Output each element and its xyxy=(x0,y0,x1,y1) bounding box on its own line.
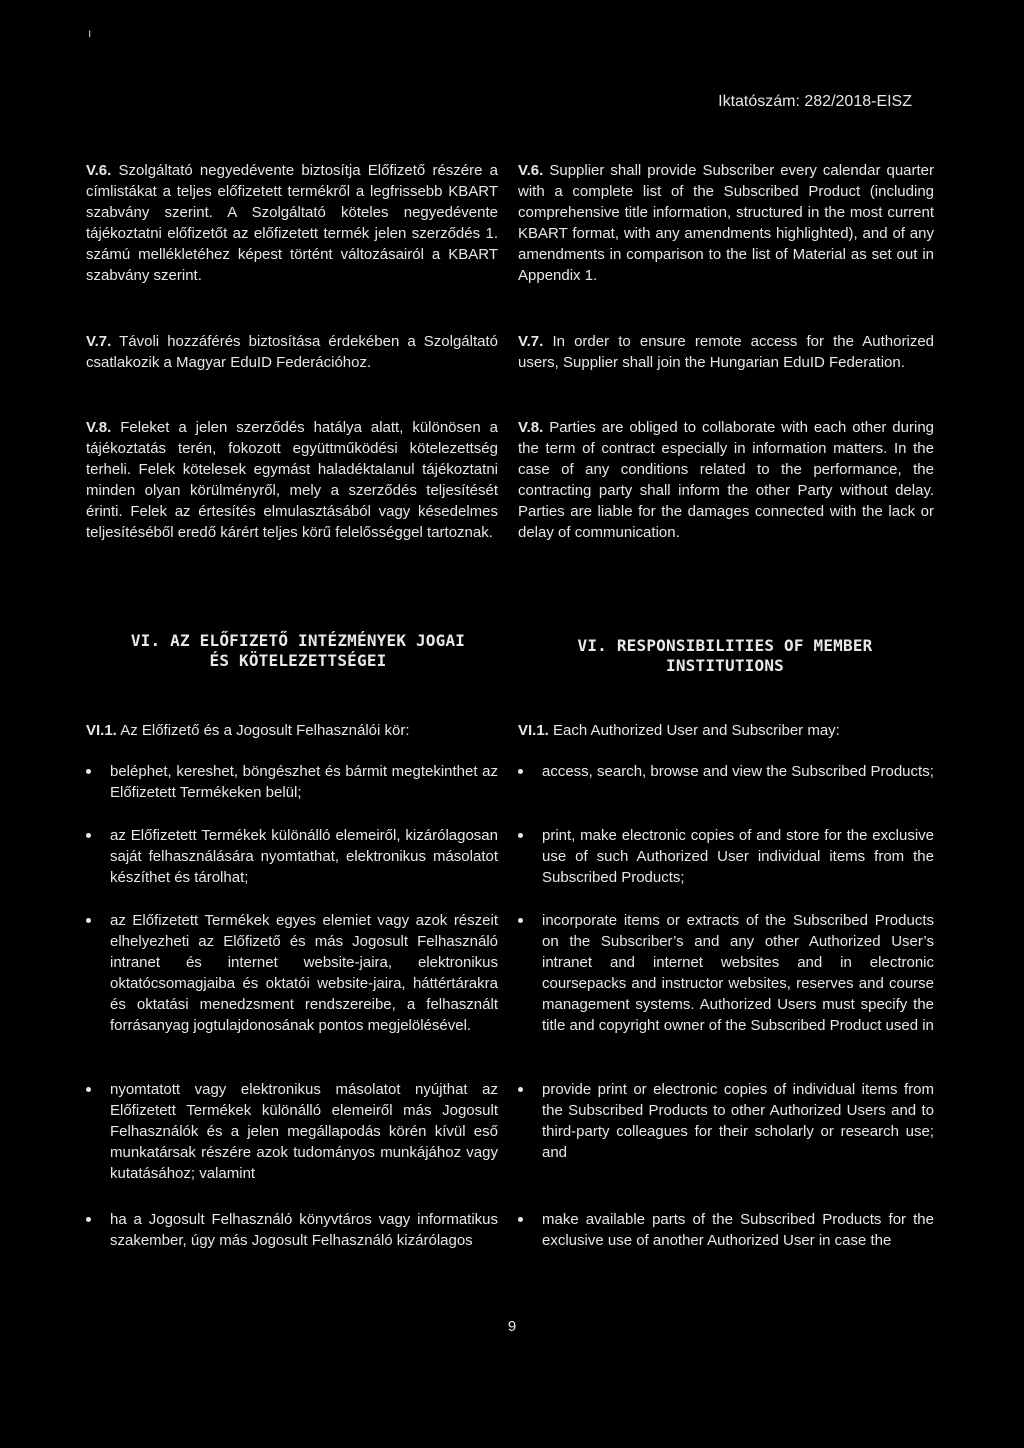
bullet-icon xyxy=(86,833,91,838)
document-reference-number: Iktatószám: 282/2018-EISZ xyxy=(718,93,912,110)
section-number: VI.1. xyxy=(518,722,549,739)
list-item-text: beléphet, kereshet, böngészhet és bármit megtekinthet az Előfizetett Termékeken belül; xyxy=(110,763,498,801)
section-v6-hungarian xyxy=(86,160,498,286)
section-number: V.7. xyxy=(86,333,112,350)
list-item xyxy=(86,825,498,888)
list-item xyxy=(86,1079,498,1184)
list-item xyxy=(518,761,934,782)
list-item-text: provide print or electronic copies of individual items from the Subscribed Products to other Authorized Users and to third-party colleagues for their scholarly or research use; and xyxy=(542,1081,934,1161)
heading-line: VI. RESPONSIBILITIES OF MEMBER xyxy=(577,636,873,655)
section-number: VI.1. xyxy=(86,722,117,739)
section-text: Parties are obliged to collaborate with each other during the term of contract especially in information matters. In the case of any conditions related to the performance, the contracting party shall inform the other Party without delay. Parties are liable for the damages connected with the lack or delay of communication. xyxy=(518,419,934,541)
section-text: Supplier shall provide Subscriber every calendar quarter with a complete list of the Subscribed Product (including comprehensive title information, structured in the most current KBART format, with any amendments highlighted), and of any amendments in comparison to the list of Material as set out in Appendix 1. xyxy=(518,162,935,284)
list-item-text: make available parts of the Subscribed Products for the exclusive use of another Authorized User in case the xyxy=(542,1211,934,1249)
bullet-icon xyxy=(86,1087,91,1092)
section-v8-hungarian xyxy=(86,417,498,543)
list-item-text: incorporate items or extracts of the Subscribed Products on the Subscriber’s and any other Authorized User’s intranet and internet websites and in electronic coursepacks and instructor websites, reserves and course management systems. Authorized Users must specify the title and copyright owner of the Subscribed Product used in xyxy=(542,912,934,1034)
bullet-icon xyxy=(86,918,91,923)
bullet-icon xyxy=(86,769,91,774)
section-v6-english xyxy=(518,160,934,286)
page-number: 9 xyxy=(507,1318,517,1335)
section-vi1-english xyxy=(518,720,934,741)
list-item-text: access, search, browse and view the Subscribed Products; xyxy=(542,763,934,780)
section-v7-hungarian xyxy=(86,331,498,373)
section-number: V.7. xyxy=(518,333,544,350)
section-text: In order to ensure remote access for the Authorized users, Supplier shall join the Hungarian EduID Federation. xyxy=(518,333,934,371)
list-item-text: nyomtatott vagy elektronikus másolatot nyújthat az Előfizetett Termékek különálló elemeiről más Jogosult Felhasználók és a jelen megállapodás körén kívül eső munkatársak részére azok tudományos munkájához vagy kutatásához; valamint xyxy=(110,1081,498,1182)
bullet-icon xyxy=(518,1087,523,1092)
list-item xyxy=(518,1209,934,1251)
list-item xyxy=(518,910,934,1036)
list-item-text: print, make electronic copies of and store for the exclusive use of such Authorized User individual items from the Subscribed Products; xyxy=(542,827,934,886)
heading-line: ÉS KÖTELEZETTSÉGEI xyxy=(209,651,387,670)
bullet-icon xyxy=(518,833,523,838)
list-item xyxy=(518,825,934,888)
section-v7-english xyxy=(518,331,934,373)
list-item xyxy=(518,1079,934,1163)
list-item xyxy=(86,910,498,1036)
section-text: Távoli hozzáférés biztosítása érdekében a Szolgáltató csatlakozik a Magyar EduID Federációhoz. xyxy=(86,333,498,371)
heading-line: VI. AZ ELŐFIZETŐ INTÉZMÉNYEK JOGAI xyxy=(130,631,466,650)
bullet-icon xyxy=(518,769,523,774)
bullet-icon xyxy=(518,918,523,923)
list-item xyxy=(86,1209,498,1251)
heading-line: INSTITUTIONS xyxy=(666,656,784,675)
section-text: Az Előfizető és a Jogosult Felhasználói kör: xyxy=(120,722,410,739)
list-item-text: az Előfizetett Termékek különálló elemeiről, kizárólagosan saját felhasználására nyomtathat, elektronikus másolatot készíthet és tárolhat; xyxy=(110,827,498,886)
section-text: Feleket a jelen szerződés hatálya alatt, különösen a tájékoztatás terén, fokozott együttműködési kötelezettség terheli. Felek kötelesek egymást haladéktalanul tájékoztatni minden olyan körülményről, mely a szerződés teljesítését érinti. Felek az értesítés elmulasztásából vagy késedelmes teljesítéséből eredő kárért teljes körű felelősséggel tartoznak. xyxy=(86,419,498,541)
section-number: V.6. xyxy=(518,162,544,179)
bullet-icon xyxy=(86,1217,91,1222)
section-text: Szolgáltató negyedévente biztosítja Előfizető részére a címlistákat a teljes előfizetett termékről a legfrissebb KBART szabvány szerint. A Szolgáltató köteles negyedévente tájékoztatni előfizetőt az előfizetett termék jelen szerződés 1. számú mellékletéhez képest történt változásairól a KBART szabvány szerint. xyxy=(86,162,499,284)
section-number: V.8. xyxy=(518,419,544,436)
page-mark: ı xyxy=(88,26,92,40)
list-item-text: az Előfizetett Termékek egyes elemiet vagy azok részeit elhelyezheti az Előfizető és más Jogosult Felhasználó intranet és internet website-jaira, elektronikus oktatócsomagjaiba és oktatói website-jaira, háttértárakra és oktatási menedzsment rendszereibe, a felhasznált forrásanyag jogtulajdonosának pontos megjelölésével. xyxy=(110,912,498,1034)
section-number: V.6. xyxy=(86,162,112,179)
section-number: V.8. xyxy=(86,419,112,436)
section-v8-english xyxy=(518,417,934,543)
chapter-heading-english xyxy=(520,636,930,676)
section-text: Each Authorized User and Subscriber may: xyxy=(553,722,840,739)
list-item xyxy=(86,761,498,803)
chapter-heading-hungarian xyxy=(98,631,498,671)
list-item-text: ha a Jogosult Felhasználó könyvtáros vagy informatikus szakember, úgy más Jogosult Felhasználó kizárólagos xyxy=(110,1211,498,1249)
bullet-icon xyxy=(518,1217,523,1222)
section-vi1-hungarian xyxy=(86,720,498,741)
